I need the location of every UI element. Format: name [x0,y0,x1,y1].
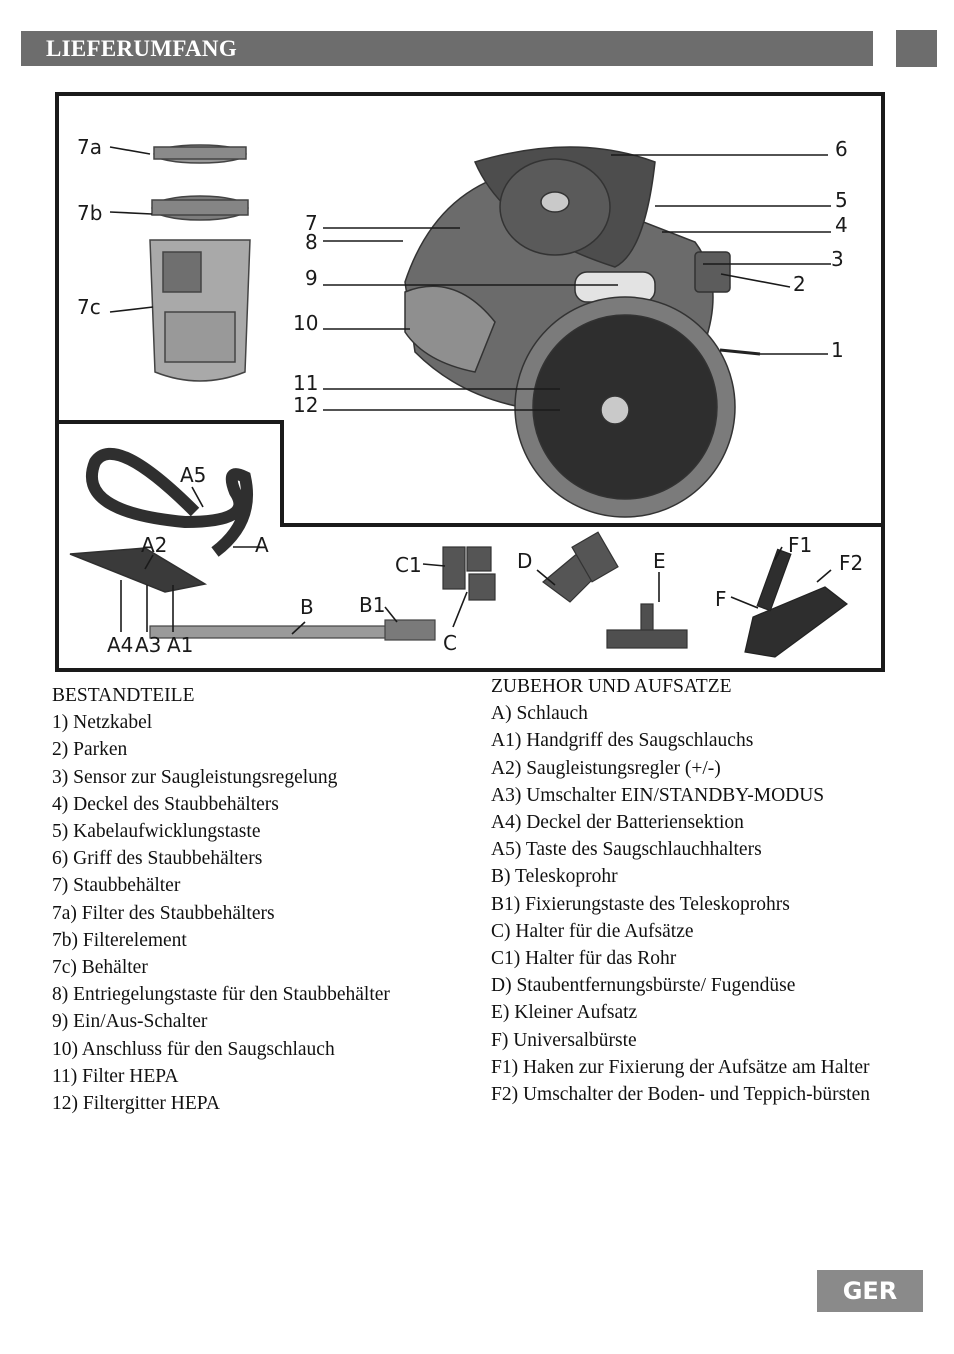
list-item: 2) Parken [52,739,128,761]
list-item: A5) Taste des Saugschlauchhalters [491,839,762,861]
callout-e: E [653,549,666,573]
list-item: 4) Deckel des Staubbehälters [52,793,279,815]
list-item: F1) Haken zur Fixierung der Aufsätze am Halter [491,1056,870,1078]
callout-8: 8 [305,230,318,254]
section-title: LIEFERUMFANG [46,36,238,61]
floor-brush-illustration [745,549,847,657]
list-item: 12) Filtergitter HEPA [52,1093,220,1115]
callout-a3: A3 [135,633,162,657]
list-item: 7a) Filter des Staubbehälters [52,902,275,924]
callout-9: 9 [305,266,318,290]
list-item: 11) Filter HEPA [52,1065,179,1087]
accessories-list [491,673,901,1108]
callout-3: 3 [831,247,844,271]
components-heading: BESTANDTEILE [52,685,195,706]
list-item: C1) Halter für das Rohr [491,948,677,970]
list-item: F2) Umschalter der Boden- und Teppich-bürsten [491,1084,870,1106]
callout-5: 5 [835,188,848,212]
crevice-tool-illustration [543,532,618,602]
vacuum-body-illustration [405,147,760,517]
list-item: 9) Ein/Aus-Schalter [52,1011,208,1033]
list-item: B1) Fixierungstaste des Teleskoprohrs [491,893,790,915]
header-corner-block [896,30,937,67]
callout-b: B [300,595,314,619]
list-item: 7) Staubbehälter [52,875,181,897]
list-item: 3) Sensor zur Saugleistungsregelung [52,766,338,788]
callout-b1: B1 [359,593,386,617]
list-item: A3) Umschalter EIN/STANDBY-MODUS [491,784,825,806]
list-item: 10) Anschluss für den Saugschlauch [52,1038,335,1060]
callout-6: 6 [835,137,848,161]
list-item: 5) Kabelaufwicklungstaste [52,821,261,843]
holder-illustration [443,547,495,600]
list-item: 8) Entriegelungstaste für den Staubbehälter [52,984,390,1006]
list-item: C) Halter für die Aufsätze [491,920,694,942]
dust-container-illustration [150,145,250,381]
callout-7c: 7c [77,295,101,319]
callout-7a: 7a [77,135,102,159]
section-header [21,31,873,66]
small-nozzle-illustration [607,604,687,648]
callout-f2: F2 [839,551,864,575]
list-item: A4) Deckel der Batteriensektion [491,812,744,834]
callout-f1: F1 [788,533,813,557]
callout-1: 1 [831,338,844,362]
list-item: B) Teleskoprohr [491,866,618,888]
callout-f: F [715,587,727,611]
list-item: A1) Handgriff des Saugschlauchs [491,730,754,752]
callout-2: 2 [793,272,806,296]
callout-7b: 7b [77,201,103,225]
language-tag [817,1270,923,1312]
callout-c1: C1 [395,553,422,577]
callout-12: 12 [293,393,319,417]
list-item: E) Kleiner Aufsatz [491,1002,638,1024]
product-diagram-svg [55,92,885,672]
product-diagram [55,92,885,672]
callout-7: 7 [305,211,318,235]
language-tag-label: GER [842,1277,898,1305]
callout-d: D [517,549,533,573]
callout-a2: A2 [141,533,168,557]
list-item: A2) Saugleistungsregler (+/-) [491,757,721,779]
list-item: 1) Netzkabel [52,712,153,734]
callout-a1: A1 [167,633,194,657]
list-item: 7c) Behälter [52,957,148,979]
accessories-heading: ZUBEHOR UND AUFSATZE [491,676,732,697]
callout-c: C [443,631,457,655]
list-item: 7b) Filterelement [52,929,187,951]
list-item: F) Universalbürste [491,1029,637,1051]
callout-4: 4 [835,213,848,237]
callout-a5: A5 [180,463,207,487]
list-item: D) Staubentfernungsbürste/ Fugendüse [491,975,796,997]
callout-11: 11 [293,371,319,395]
components-list [52,682,472,1117]
list-item: A) Schlauch [491,703,588,725]
hose-illustration [70,454,247,592]
callout-a: A [255,533,269,557]
callout-10: 10 [293,311,319,335]
list-item: 6) Griff des Staubbehälters [52,848,263,870]
callout-a4: A4 [107,633,134,657]
